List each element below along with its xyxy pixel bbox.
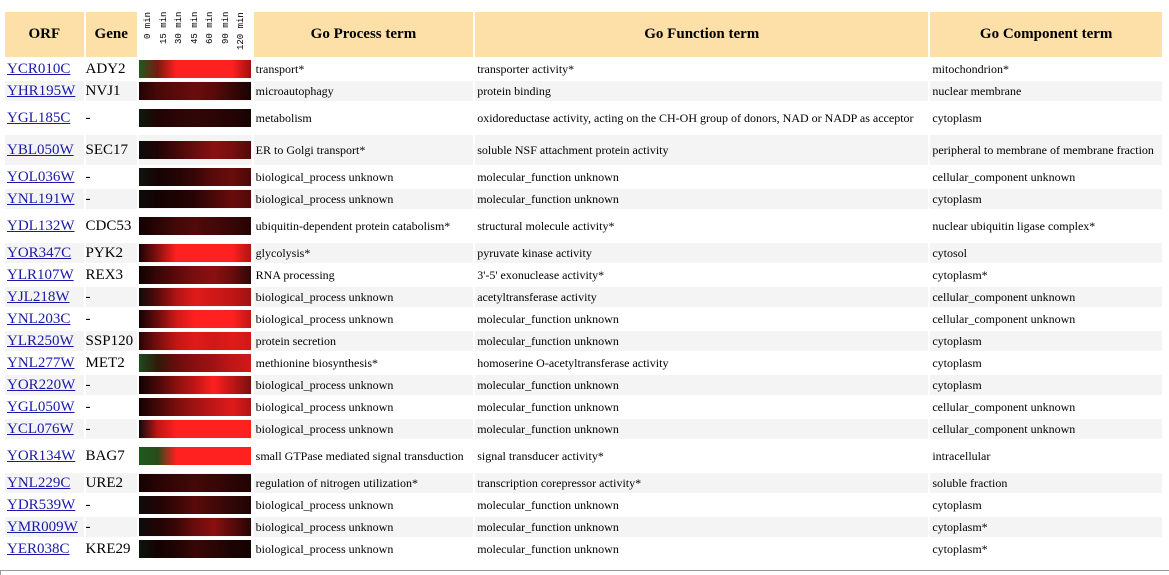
bottom-border bbox=[0, 570, 1169, 575]
orf-link[interactable]: YOR220W bbox=[7, 376, 76, 393]
process-term-cell: biological_process unknown bbox=[254, 287, 474, 307]
gene-cell: - bbox=[86, 103, 137, 133]
gene-cell: SSP120 bbox=[86, 331, 137, 351]
expression-bar bbox=[139, 447, 251, 465]
process-term-cell: transport* bbox=[254, 59, 474, 79]
orf-link[interactable]: YOR347C bbox=[7, 244, 72, 261]
expression-heatmap-cell bbox=[139, 539, 252, 559]
expression-heatmap-cell bbox=[139, 167, 252, 187]
gene-cell: MET2 bbox=[86, 353, 137, 373]
table-row bbox=[5, 189, 1162, 209]
table-row bbox=[5, 517, 1162, 537]
expression-heatmap-cell bbox=[139, 353, 252, 373]
gene-cell: BAG7 bbox=[86, 441, 137, 471]
gene-cell: REX3 bbox=[86, 265, 137, 285]
expression-bar bbox=[139, 332, 251, 350]
gene-cell: - bbox=[86, 517, 137, 537]
expression-bar bbox=[139, 310, 251, 328]
orf-link[interactable]: YMR009W bbox=[7, 518, 78, 535]
process-term-cell: regulation of nitrogen utilization* bbox=[254, 473, 474, 493]
orf-link[interactable]: YNL203C bbox=[7, 310, 71, 327]
expression-bar bbox=[139, 217, 251, 235]
expression-bar bbox=[139, 540, 251, 558]
column-header-process: Go Process term bbox=[254, 12, 474, 57]
expression-heatmap-cell bbox=[139, 103, 252, 133]
table-row bbox=[5, 287, 1162, 307]
expression-heatmap-cell bbox=[139, 517, 252, 537]
expression-bar bbox=[139, 266, 251, 284]
table-row bbox=[5, 265, 1162, 285]
orf-link[interactable]: YOL036W bbox=[7, 168, 75, 185]
expression-heatmap-cell bbox=[139, 441, 252, 471]
process-term-cell: metabolism bbox=[254, 103, 474, 133]
process-term-cell: biological_process unknown bbox=[254, 309, 474, 329]
orf-link[interactable]: YJL218W bbox=[7, 288, 70, 305]
component-term-cell: cytoplasm bbox=[930, 495, 1162, 515]
function-term-cell: pyruvate kinase activity bbox=[475, 243, 928, 263]
expression-bar bbox=[139, 376, 251, 394]
table-row bbox=[5, 397, 1162, 417]
orf-link[interactable]: YGL050W bbox=[7, 398, 75, 415]
expression-heatmap-cell bbox=[139, 331, 252, 351]
table-row bbox=[5, 211, 1162, 241]
expression-bar bbox=[139, 354, 251, 372]
process-term-cell: biological_process unknown bbox=[254, 189, 474, 209]
function-term-cell: molecular_function unknown bbox=[475, 167, 928, 187]
orf-cell bbox=[5, 135, 84, 165]
process-term-cell: ubiquitin-dependent protein catabolism* bbox=[254, 211, 474, 241]
function-term-cell: acetyltransferase activity bbox=[475, 287, 928, 307]
expression-heatmap-cell bbox=[139, 135, 252, 165]
expression-bar bbox=[139, 60, 251, 78]
orf-cell bbox=[5, 103, 84, 133]
column-header-function: Go Function term bbox=[475, 12, 928, 57]
function-term-cell: molecular_function unknown bbox=[475, 189, 928, 209]
orf-cell bbox=[5, 287, 84, 307]
expression-bar bbox=[139, 474, 251, 492]
orf-cell bbox=[5, 441, 84, 471]
function-term-cell: molecular_function unknown bbox=[475, 419, 928, 439]
process-term-cell: biological_process unknown bbox=[254, 167, 474, 187]
table-row bbox=[5, 309, 1162, 329]
function-term-cell: transporter activity* bbox=[475, 59, 928, 79]
process-term-cell: ER to Golgi transport* bbox=[254, 135, 474, 165]
expression-heatmap-cell bbox=[139, 287, 252, 307]
component-term-cell: cellular_component unknown bbox=[930, 419, 1162, 439]
gene-cell: - bbox=[86, 495, 137, 515]
gene-cell: - bbox=[86, 419, 137, 439]
orf-cell bbox=[5, 211, 84, 241]
table-body bbox=[5, 59, 1162, 559]
column-header-timepoints bbox=[139, 12, 252, 57]
column-header-component: Go Component term bbox=[930, 12, 1162, 57]
expression-heatmap-cell bbox=[139, 419, 252, 439]
gene-cell: SEC17 bbox=[86, 135, 137, 165]
expression-bar bbox=[139, 496, 251, 514]
orf-link[interactable]: YLR107W bbox=[7, 266, 74, 283]
expression-heatmap-cell bbox=[139, 243, 252, 263]
expression-heatmap-cell bbox=[139, 81, 252, 101]
table-row bbox=[5, 473, 1162, 493]
timepoint-label: 90 min bbox=[220, 12, 231, 45]
component-term-cell: cellular_component unknown bbox=[930, 397, 1162, 417]
expression-heatmap-cell bbox=[139, 309, 252, 329]
orf-link[interactable]: YDL132W bbox=[7, 217, 75, 234]
expression-table bbox=[3, 10, 1164, 561]
expression-heatmap-cell bbox=[139, 189, 252, 209]
expression-bar bbox=[139, 518, 251, 536]
expression-heatmap-cell bbox=[139, 495, 252, 515]
table-row bbox=[5, 375, 1162, 395]
function-term-cell: molecular_function unknown bbox=[475, 397, 928, 417]
expression-bar bbox=[139, 420, 251, 438]
column-header-gene: Gene bbox=[86, 12, 137, 57]
timepoint-label: 120 min bbox=[236, 12, 247, 50]
gene-cell: - bbox=[86, 189, 137, 209]
process-term-cell: small GTPase mediated signal transduction bbox=[254, 441, 474, 471]
component-term-cell: intracellular bbox=[930, 441, 1162, 471]
table-row bbox=[5, 495, 1162, 515]
gene-cell: - bbox=[86, 167, 137, 187]
function-term-cell: homoserine O-acetyltransferase activity bbox=[475, 353, 928, 373]
process-term-cell: biological_process unknown bbox=[254, 397, 474, 417]
expression-heatmap-cell bbox=[139, 397, 252, 417]
orf-cell bbox=[5, 167, 84, 187]
expression-heatmap-cell bbox=[139, 59, 252, 79]
orf-cell bbox=[5, 81, 84, 101]
component-term-cell: cytoplasm bbox=[930, 103, 1162, 133]
table-row bbox=[5, 441, 1162, 471]
function-term-cell: 3'-5' exonuclease activity* bbox=[475, 265, 928, 285]
expression-bar bbox=[139, 109, 251, 127]
component-term-cell: cytoplasm* bbox=[930, 539, 1162, 559]
expression-bar bbox=[139, 168, 251, 186]
component-term-cell: soluble fraction bbox=[930, 473, 1162, 493]
gene-cell: KRE29 bbox=[86, 539, 137, 559]
component-term-cell: mitochondrion* bbox=[930, 59, 1162, 79]
process-term-cell: methionine biosynthesis* bbox=[254, 353, 474, 373]
component-term-cell: cytosol bbox=[930, 243, 1162, 263]
gene-cell: PYK2 bbox=[86, 243, 137, 263]
process-term-cell: biological_process unknown bbox=[254, 539, 474, 559]
expression-heatmap-cell bbox=[139, 473, 252, 493]
expression-bar bbox=[139, 288, 251, 306]
expression-bar bbox=[139, 244, 251, 262]
column-header-orf: ORF bbox=[5, 12, 84, 57]
gene-cell: URE2 bbox=[86, 473, 137, 493]
table-row bbox=[5, 243, 1162, 263]
component-term-cell: cellular_component unknown bbox=[930, 287, 1162, 307]
orf-cell bbox=[5, 59, 84, 79]
component-term-cell: nuclear ubiquitin ligase complex* bbox=[930, 211, 1162, 241]
orf-cell bbox=[5, 353, 84, 373]
orf-cell bbox=[5, 309, 84, 329]
function-term-cell: molecular_function unknown bbox=[475, 517, 928, 537]
orf-link[interactable]: YGL185C bbox=[7, 109, 71, 126]
timepoint-label: 15 min bbox=[158, 12, 169, 45]
orf-cell bbox=[5, 243, 84, 263]
orf-cell bbox=[5, 473, 84, 493]
orf-cell bbox=[5, 517, 84, 537]
orf-link[interactable]: YER038C bbox=[7, 540, 70, 557]
component-term-cell: cytoplasm bbox=[930, 353, 1162, 373]
gene-cell: - bbox=[86, 397, 137, 417]
orf-cell bbox=[5, 539, 84, 559]
table-row bbox=[5, 103, 1162, 133]
orf-cell bbox=[5, 419, 84, 439]
table-row bbox=[5, 353, 1162, 373]
orf-link[interactable]: YLR250W bbox=[7, 332, 74, 349]
function-term-cell: molecular_function unknown bbox=[475, 331, 928, 351]
process-term-cell: biological_process unknown bbox=[254, 495, 474, 515]
timepoint-label: 0 min bbox=[143, 12, 154, 40]
function-term-cell: molecular_function unknown bbox=[475, 375, 928, 395]
expression-heatmap-cell bbox=[139, 265, 252, 285]
expression-bar bbox=[139, 398, 251, 416]
orf-link[interactable]: YDR539W bbox=[7, 496, 76, 513]
orf-cell bbox=[5, 375, 84, 395]
timepoint-labels bbox=[139, 12, 252, 57]
function-term-cell: soluble NSF attachment protein activity bbox=[475, 135, 928, 165]
process-term-cell: glycolysis* bbox=[254, 243, 474, 263]
gene-cell: NVJ1 bbox=[86, 81, 137, 101]
function-term-cell: protein binding bbox=[475, 81, 928, 101]
function-term-cell: molecular_function unknown bbox=[475, 495, 928, 515]
orf-cell bbox=[5, 331, 84, 351]
table-header-row bbox=[5, 12, 1162, 57]
gene-cell: ADY2 bbox=[86, 59, 137, 79]
orf-cell bbox=[5, 397, 84, 417]
process-term-cell: biological_process unknown bbox=[254, 375, 474, 395]
expression-bar bbox=[139, 141, 251, 159]
orf-link[interactable]: YNL277W bbox=[7, 354, 75, 371]
timepoint-label: 45 min bbox=[189, 12, 200, 45]
component-term-cell: nuclear membrane bbox=[930, 81, 1162, 101]
timepoint-label: 30 min bbox=[174, 12, 185, 45]
orf-link[interactable]: YNL229C bbox=[7, 474, 71, 491]
gene-cell: CDC53 bbox=[86, 211, 137, 241]
component-term-cell: cytoplasm* bbox=[930, 265, 1162, 285]
component-term-cell: cellular_component unknown bbox=[930, 167, 1162, 187]
function-term-cell: molecular_function unknown bbox=[475, 309, 928, 329]
table-row bbox=[5, 167, 1162, 187]
gene-cell: - bbox=[86, 375, 137, 395]
orf-cell bbox=[5, 265, 84, 285]
table-row bbox=[5, 331, 1162, 351]
component-term-cell: cytoplasm bbox=[930, 331, 1162, 351]
process-term-cell: RNA processing bbox=[254, 265, 474, 285]
gene-cell: - bbox=[86, 309, 137, 329]
function-term-cell: molecular_function unknown bbox=[475, 539, 928, 559]
orf-link[interactable]: YOR134W bbox=[7, 447, 76, 464]
expression-heatmap-cell bbox=[139, 211, 252, 241]
orf-link[interactable]: YBL050W bbox=[7, 141, 74, 158]
table-row bbox=[5, 539, 1162, 559]
orf-cell bbox=[5, 495, 84, 515]
expression-heatmap-cell bbox=[139, 375, 252, 395]
component-term-cell: cytoplasm bbox=[930, 189, 1162, 209]
orf-link[interactable]: YHR195W bbox=[7, 82, 76, 99]
function-term-cell: oxidoreductase activity, acting on the CH-OH group of donors, NAD or NADP as acceptor bbox=[475, 103, 928, 133]
gene-cell: - bbox=[86, 287, 137, 307]
orf-cell bbox=[5, 189, 84, 209]
component-term-cell: peripheral to membrane of membrane fraction bbox=[930, 135, 1162, 165]
function-term-cell: structural molecule activity* bbox=[475, 211, 928, 241]
orf-link[interactable]: YCR010C bbox=[7, 60, 71, 77]
component-term-cell: cytoplasm bbox=[930, 375, 1162, 395]
expression-bar bbox=[139, 82, 251, 100]
function-term-cell: transcription corepressor activity* bbox=[475, 473, 928, 493]
process-term-cell: biological_process unknown bbox=[254, 419, 474, 439]
timepoint-label: 60 min bbox=[205, 12, 216, 45]
orf-link[interactable]: YNL191W bbox=[7, 190, 75, 207]
process-term-cell: biological_process unknown bbox=[254, 517, 474, 537]
table-row bbox=[5, 59, 1162, 79]
process-term-cell: protein secretion bbox=[254, 331, 474, 351]
process-term-cell: microautophagy bbox=[254, 81, 474, 101]
expression-bar bbox=[139, 190, 251, 208]
table-row bbox=[5, 135, 1162, 165]
component-term-cell: cellular_component unknown bbox=[930, 309, 1162, 329]
component-term-cell: cytoplasm* bbox=[930, 517, 1162, 537]
orf-link[interactable]: YCL076W bbox=[7, 420, 74, 437]
table-row bbox=[5, 419, 1162, 439]
function-term-cell: signal transducer activity* bbox=[475, 441, 928, 471]
table-row bbox=[5, 81, 1162, 101]
